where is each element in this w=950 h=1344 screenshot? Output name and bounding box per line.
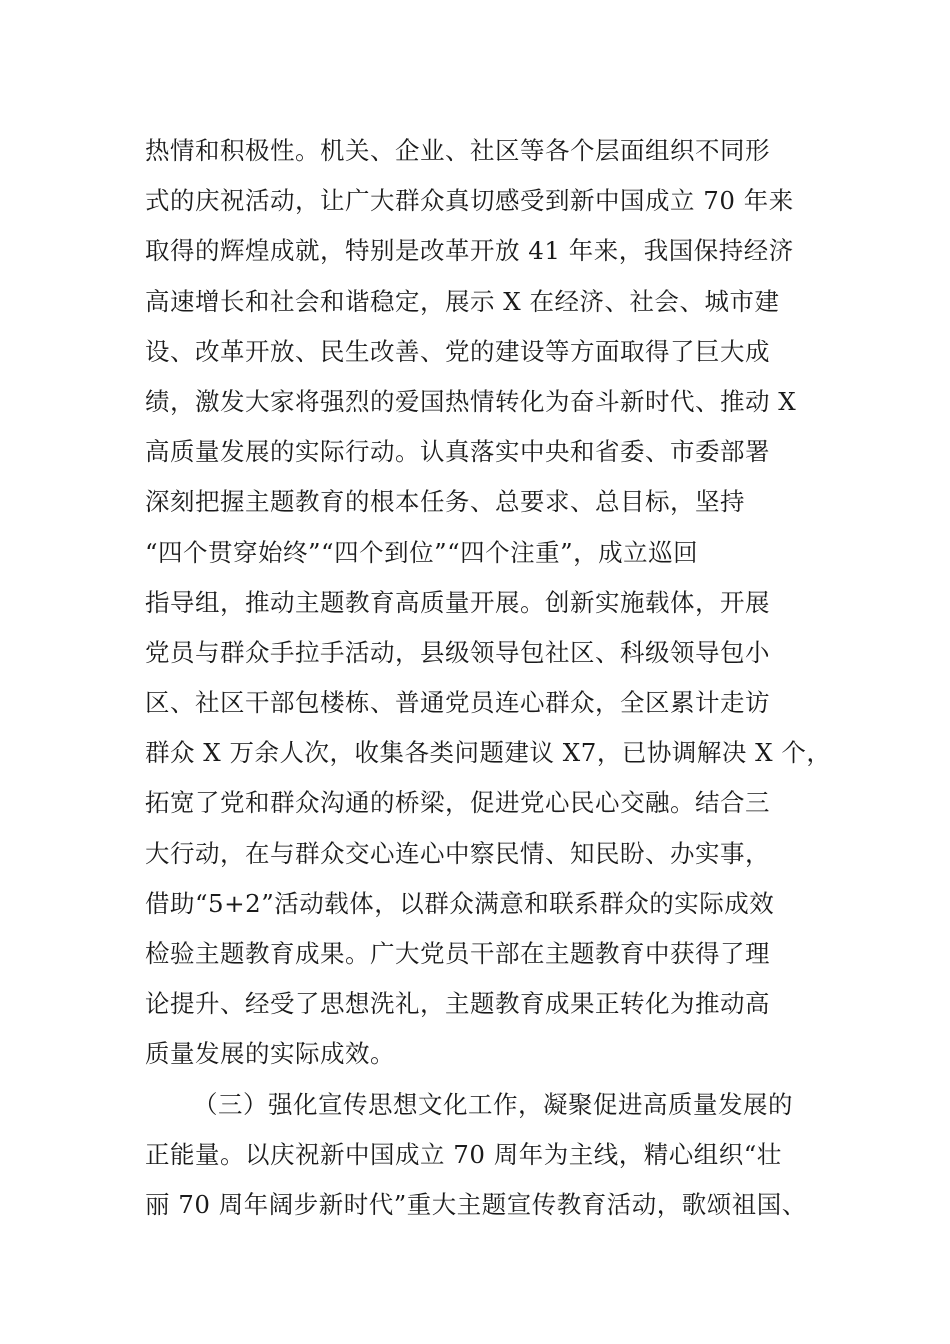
text-line: 高质量发展的实际行动。认真落实中央和省委、市委部署 — [145, 437, 770, 467]
text-line: 正能量。以庆祝新中国成立 70 周年为主线，精心组织“壮 — [145, 1139, 782, 1169]
text-line: 绩，激发大家将强烈的爱国热情转化为奋斗新时代、推动 X — [145, 386, 797, 416]
text-line: 检验主题教育成果。广大党员干部在主题教育中获得了理 — [145, 939, 770, 968]
text-line: 取得的辉煌成就，特别是改革开放 41 年来，我国保持经济 — [145, 236, 794, 266]
text-line: 党员与群众手拉手活动，县级领导包社区、科级领导包小 — [145, 637, 770, 667]
text-line: 丽 70 周年阔步新时代”重大主题宣传教育活动，歌颂祖国、 — [145, 1189, 807, 1219]
text-line: 深刻把握主题教育的根本任务、总要求、总目标，坚持 — [145, 487, 745, 517]
document-body — [145, 126, 832, 1230]
text-line: 论提升、经受了思想洗礼，主题教育成果正转化为推动高 — [145, 989, 770, 1019]
text-line: 大行动，在与群众交心连心中察民情、知民盼、办实事， — [145, 838, 770, 868]
text-line: 质量发展的实际成效。 — [145, 1039, 395, 1069]
text-line: 式的庆祝活动，让广大群众真切感受到新中国成立 70 年来 — [145, 186, 794, 216]
text-line: 指导组，推动主题教育高质量开展。创新实施载体，开展 — [145, 587, 770, 617]
text-line: 高速增长和社会和谐稳定，展示 X 在经济、社会、城市建 — [145, 286, 780, 316]
section-heading-line: （三）强化宣传思想文化工作，凝聚促进高质量发展的 — [193, 1089, 793, 1119]
text-line: 拓宽了党和群众沟通的桥梁，促进党心民心交融。结合三 — [145, 788, 770, 818]
text-line: “四个贯穿始终”“四个到位”“四个注重”，成立巡回 — [145, 537, 699, 567]
text-line: 设、改革开放、民生改善、党的建设等方面取得了巨大成 — [145, 336, 770, 366]
text-line: 借助“5+2”活动载体，以群众满意和联系群众的实际成效 — [145, 888, 775, 918]
text-line: 群众 X 万余人次，收集各类问题建议 X7，已协调解决 X 个， — [145, 738, 832, 768]
text-line: 热情和积极性。机关、企业、社区等各个层面组织不同形 — [145, 136, 770, 165]
text-line: 区、社区干部包楼栋、普通党员连心群众，全区累计走访 — [145, 688, 770, 718]
